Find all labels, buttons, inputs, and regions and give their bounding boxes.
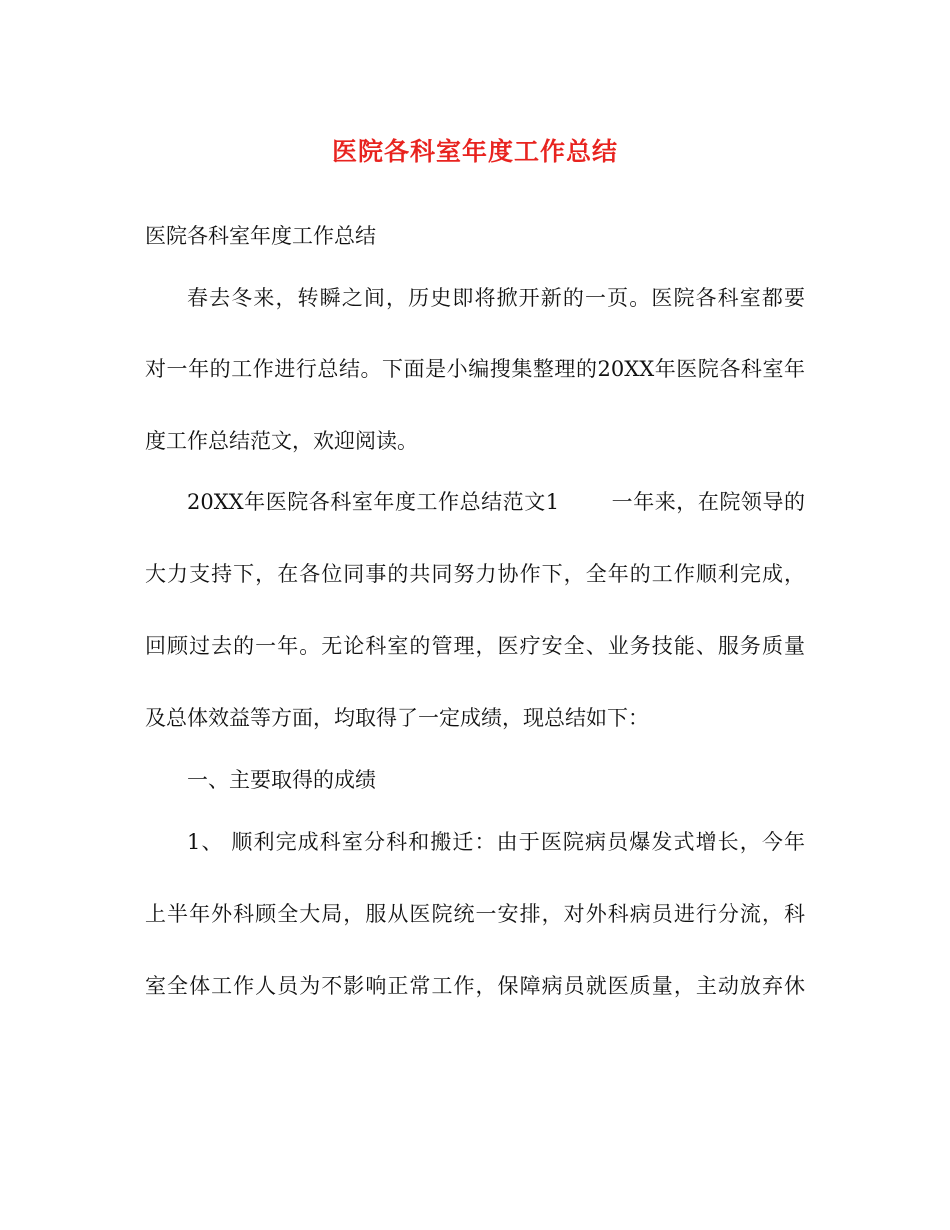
- paragraph-line: 及总体效益等方面，均取得了一定成绩，现总结如下：: [145, 706, 649, 730]
- paragraph-line: 室全体工作人员为不影响正常工作，保障病员就医质量，主动放弃休: [145, 974, 805, 998]
- paragraph-line: 大力支持下，在各位同事的共同努力协作下，全年的工作顺利完成，: [145, 562, 805, 586]
- section-heading: 一、主要取得的成绩: [187, 768, 376, 792]
- paragraph-line: 度工作总结范文，欢迎阅读。: [145, 429, 418, 453]
- essay-heading: 20XX年医院各科室年度工作总结范文1: [187, 490, 560, 514]
- paragraph-line: 1、 顺利完成科室分科和搬迁：由于医院病员爆发式增长，今年: [187, 830, 805, 854]
- paragraph-line: 对一年的工作进行总结。下面是小编搜集整理的20XX年医院各科室年: [145, 357, 805, 381]
- document-title: 医院各科室年度工作总结: [331, 137, 618, 166]
- paragraph-line: 春去冬来，转瞬之间，历史即将掀开新的一页。医院各科室都要: [187, 286, 805, 310]
- paragraph-line: 上半年外科顾全大局，服从医院统一安排，对外科病员进行分流，科: [145, 902, 805, 926]
- document-subtitle: 医院各科室年度工作总结: [145, 224, 376, 248]
- section-heading-line: [187, 488, 805, 516]
- paragraph-line: 回顾过去的一年。无论科室的管理，医疗安全、业务技能、服务质量: [145, 634, 805, 658]
- paragraph-text: 一年来，在院领导的: [611, 490, 806, 514]
